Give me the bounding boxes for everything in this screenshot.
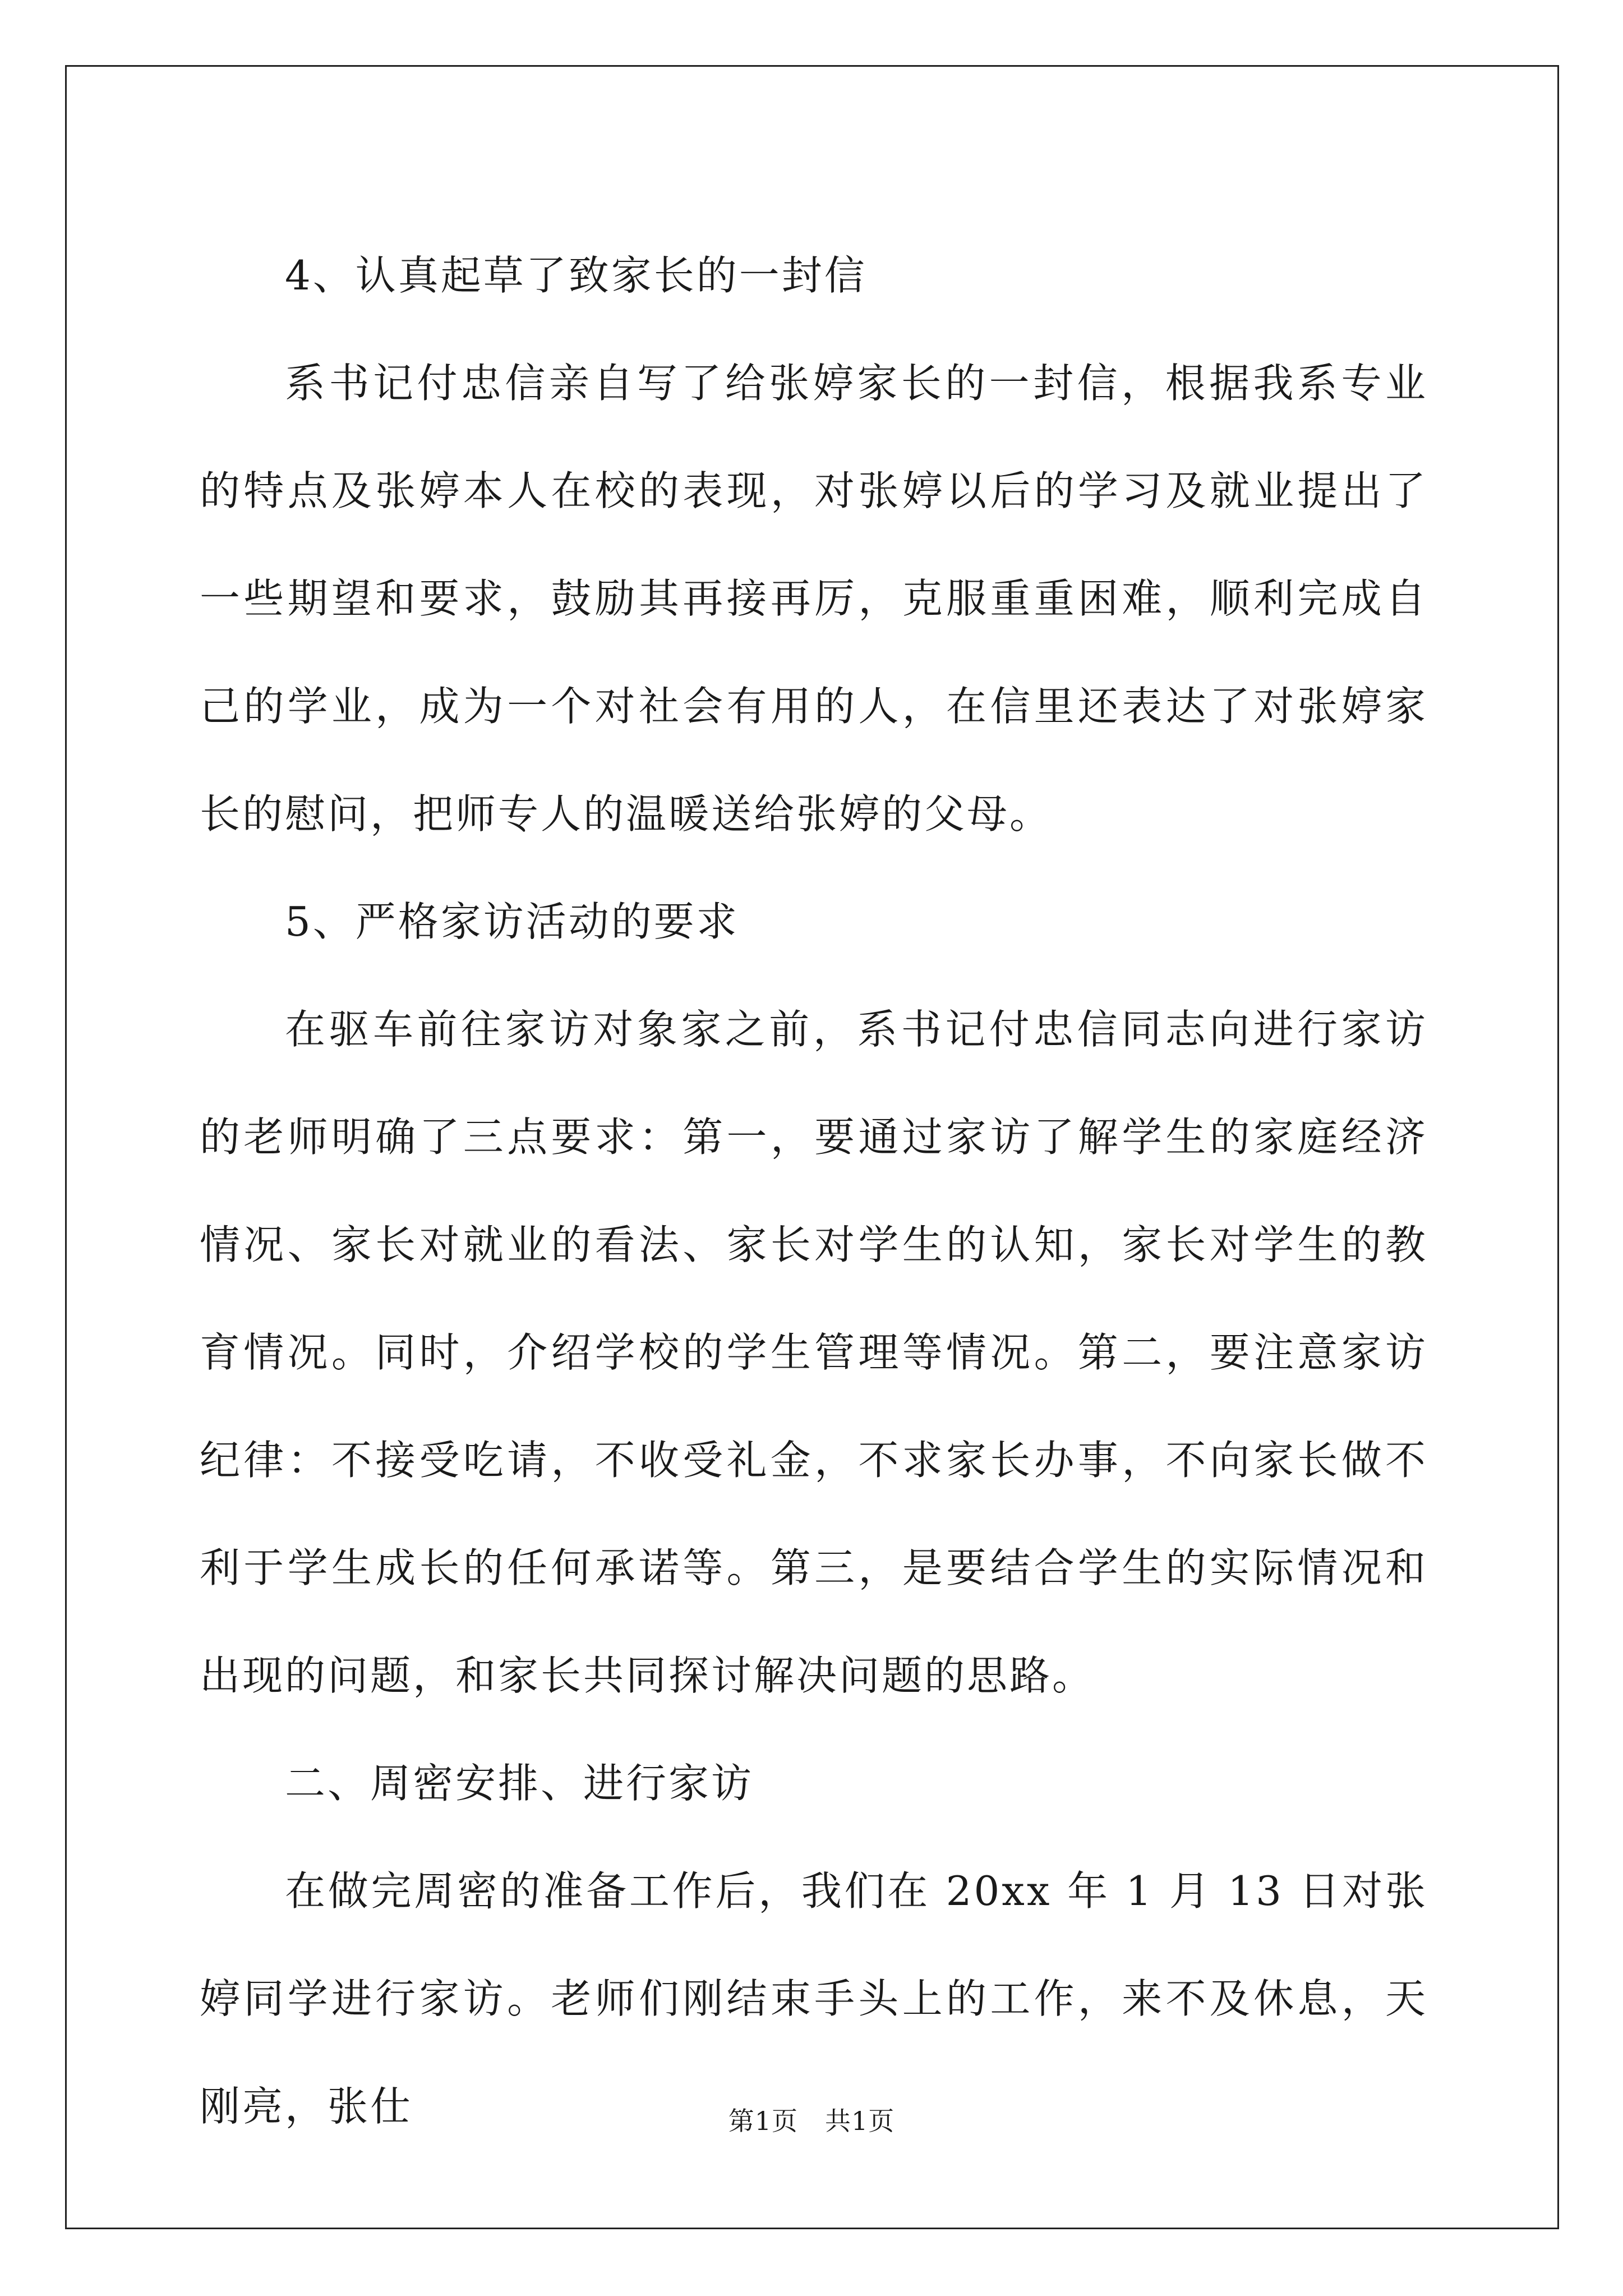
page-number: 第1页	[728, 2106, 798, 2136]
paragraph-letter: 系书记付忠信亲自写了给张婷家长的一封信，根据我系专业的特点及张婷本人在校的表现，对张婷以后的学习及就业提出了一些期望和要求，鼓励其再接再厉，克服重重困难，顺利完成自己的学业，成为一个对社会有用的人，在信里还表达了对张婷家长的慰问，把师专人的温暖送给张婷的父母。	[200, 360, 1428, 838]
paragraph-section-two: 二、周密安排、进行家访	[285, 1760, 754, 1807]
paragraph-visit: 在做完周密的准备工作后，我们在 20xx 年 1 月 13 日对张婷同学进行家访。老师们刚结束手头上的工作，来不及休息，天刚亮，张仕	[200, 1867, 1428, 2130]
page-footer	[0, 2101, 1623, 2138]
paragraph-heading-4: 4、认真起草了致家长的一封信	[285, 252, 867, 299]
paragraph-requirements: 在驱车前往家访对象家之前，系书记付忠信同志向进行家访的老师明确了三点要求：第一，要通过家访了解学生的家庭经济情况、家长对就业的看法、家长对学生的认知，家长对学生的教育情况。同时，介绍学校的学生管理等情况。第二，要注意家访纪律：不接受吃请，不收受礼金，不求家长办事，不向家长做不利于学生成长的任何承诺等。第三，是要结合学生的实际情况和出现的问题，和家长共同探讨解决问题的思路。	[200, 1006, 1428, 1699]
paragraph-heading-5: 5、严格家访活动的要求	[285, 898, 739, 945]
document-body	[200, 222, 1428, 2160]
page-total: 共1页	[825, 2106, 895, 2136]
